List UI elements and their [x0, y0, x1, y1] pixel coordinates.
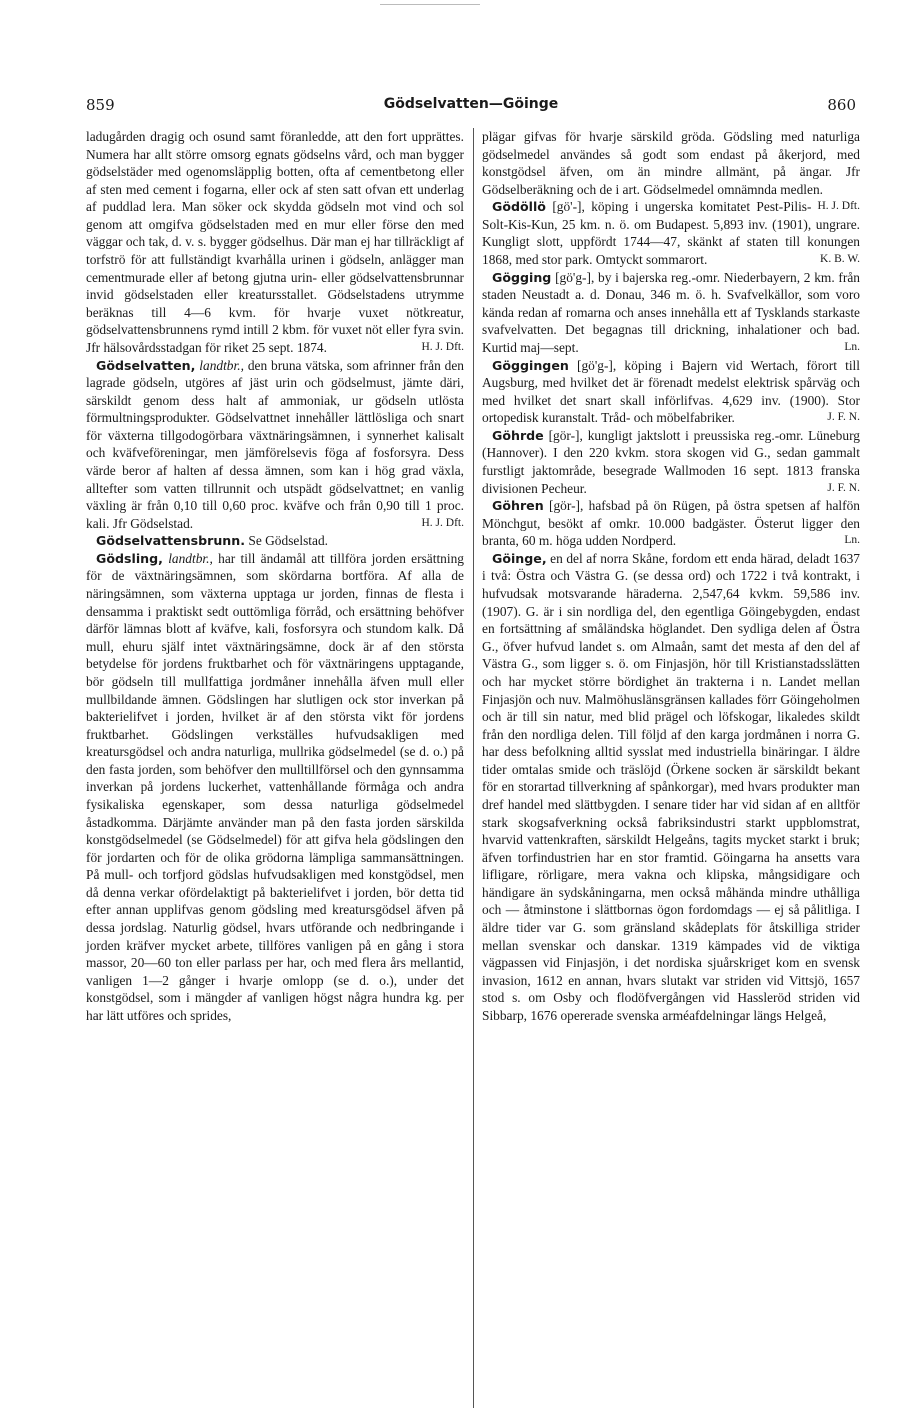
entry-headword: Gödsling, — [96, 550, 163, 566]
author-signature: H. J. Dft. — [817, 200, 860, 213]
entry-headword: Gödselvattensbrunn. — [96, 533, 246, 549]
entry-headword: Göhrde — [492, 427, 544, 443]
author-signature: K. B. W. — [820, 253, 860, 266]
entry-text: [gö'-], köping i ungerska komitatet Pest-Pilis-Solt-Kis-Kun, 25 km. n. ö. om Budapest. 5,893 inv. (1901), ungrare. Kungligt slott, uppfördt 1744—47, skänkt af staten till konungen 1868, med stor park. Omtyckt sommarort. — [482, 199, 860, 268]
author-signature: H. J. Dft. — [421, 516, 464, 529]
entry-headword: Gögging — [492, 269, 552, 285]
author-signature: J. F. N. — [827, 481, 860, 494]
entry-headword: Gödselvatten, — [96, 357, 196, 373]
continued-paragraph — [86, 128, 464, 357]
dictionary-entry — [482, 269, 860, 357]
left-page-number: 859 — [86, 96, 115, 114]
dictionary-entry — [86, 357, 464, 533]
dictionary-entry — [482, 357, 860, 427]
dictionary-entry — [482, 427, 860, 497]
dictionary-entry — [86, 550, 464, 1025]
entry-field-abbreviation: landtbr., — [199, 357, 244, 373]
entry-headword: Göhren — [492, 498, 544, 514]
right-column — [482, 128, 860, 1024]
left-column — [86, 128, 464, 1024]
column-divider — [473, 128, 474, 1408]
entry-headword: Göinge, — [492, 550, 547, 566]
entry-headword: Göggingen — [492, 357, 569, 373]
author-signature: H. J. Dft. — [421, 340, 464, 353]
scan-rule-decor — [380, 4, 480, 5]
dictionary-entry — [86, 532, 464, 550]
dictionary-entry — [482, 198, 860, 268]
entry-text: [gö'g-], by i bajerska reg.-omr. Niederbayern, 2 km. från staden Neustadt a. d. Donau, 346 m. ö. h. Svafvelkällor, som voro kända redan af romarna och anses innehålla ett af Tysklands starkaste svafvelvatten. Det begagnas till drickning, inhalationer och bad. Kurtid maj—sept. — [482, 269, 860, 355]
entry-text: har till ändamål att tillföra jorden ersättning för de växtnäringsämnen, som skördarna bortföra. Af alla de näringsämnen, som växterna upptaga ur jorden, finnas de flesta i densamma i praktiskt sedt outtömliga förråd, och ersättning behöfver därför lämnas blott af kväfve, kali, fosforsyra och stundom kalk. Då mull, ehuru själf intet växtnäringsämne, dock är af den största betydelse för jordens fruktbarhet och för växtnäringens upptagande, bör gödseln till mullfattiga jordmåner innehålla äfven mull eller mullbildande ämnen. Gödslingen har slutligen ock stor inverkan på bakterielifvet i jorden, hvilket är af den största vikt för jordens fruktbarhet. Gödslingen verkställes hufvudsakligen med kreatursgödsel och andra naturliga, mullrika gödselmedel (se d. o.) på den fasta jorden, som behöfver den mulltillförsel och den gynnsamma inverkan på jordens luckerhet, vattenhållande förmåga och andra fysikaliska egenskaper, som dessa naturliga gödselmedel åstadkomma. Därjämte använder man på den fasta jorden särskilda konstgödselmedel (se Gödselmedel) för att gifva hela gödslingen den för jordarten och för de olika grödorna lämpliga sammansättningen. På mull- och torfjord gödslas hufvudsakligen med konstgödsel, men då denna verkar ofördelaktigt på bakterielifvet i jorden, bör detta tid efter annan upplifvas genom gödsling med kreatursgödsel äfven på dessa jordslag. Naturlig gödsel, hvars utförande och nedbringande i jorden kräfver mycket arbete, tillföres vanligen på en gång i stora massor, 20—60 ton eller parlass per har, och med flera års mellantid, vanligen 1—2 gånger i hvarje omlopp (se d. o.), under det konstgödsel, som i mängder af vanligen högst några hundra kg. per har lätt utföres och sprides, — [86, 550, 464, 1023]
entry-text: ladugården dragig och osund samt föranledde, att den fort upprättes. Numera har allt större omsorg egnats gödselns vård, och man bygger gödselstäder med ogenomsläpplig botten, ofta af cementbetong eller af sten med cement i fogarna, eller ock af sten satt ofvan ett underlag af puddlad lera. Man söker ock skydda gödseln mot vind och sol genom att omgifva gödselstaden med en mur eller förse den med väggar och tak, d. v. s. bygger gödselhus. Där man ej har tillräckligt af torfströ för att fullständigt kvarhålla urinen i gödseln, anlägger man cementmurade eller af betong gjutna urin- eller gödselvattensbrunnar invid gödselstaden eller kreatursstallet. Gödselstadens utrymme beräknas till 4—6 kvm. för hvarje vuxet nötkreatur, gödselvattensbrunnens rymd intill 2 kbm. för vuxet nöt eller fyra svin. Jfr hälsovårdsstadgan för riket 25 sept. 1874. — [86, 129, 464, 355]
entry-text: [gö'g-], köping i Bajern vid Wertach, förort till Augsburg, med hvilket det är förenadt medelst elektrisk spårväg och med hvilket det snart skall införlifvas. 4,629 inv. (1900). Stor ortopedisk kuranstalt. Tråd- och möbelfabriker. — [482, 357, 860, 426]
running-title: Gödselvatten—Göinge — [383, 96, 559, 112]
entry-text: en del af norra Skåne, fordom ett enda härad, deladt 1637 i två: Östra och Västra G. (se dessa ord) och 1722 i två kontrakt, i hufvudsak motsvarande häraderna. 2,547,64 kvkm. 59,586 inv. (1907). G. är i sin nordliga del, den egentliga Göingebygden, endast en fortsättning af småländska höglandet. Den sydliga delen af Östra G., öfver hufvud landet s. om Almaån, samt det mesta af den del af Västra G., som ligger s. ö. om Finjasjön, hör till Kristianstadsslätten och har mycket större bördighet än trakterna i n. Landet mellan Finjasjön och nuv. Malmöhuslänsgränsen kallades förr Göingeholmen och är till sin natur, med blid prägel och löfskogar, likaledes skildt från den nordliga delen. Till följd af den karga jordmånen i norra G. har dess befolkning alltid sysslat med industriella binäringar. I äldre tider omtalas smide och träslöjd (Örkene socken är särskildt bekant för en storartad tillverkning af spånkorgar), med hvars produkter man dref handel med slättbygden. I senare tider har vid sidan af en alltför stark skogsafverkning också fabriksindustri starkt uppblomstrat, hvarvid vattenkraften, särskildt Helgeåns, tagits mycket starkt i bruk; äfven torfindustrien har en stor framtid. Göingarna ha ansetts vara lifligare, rörligare, mera vakna och klipska, mångsidigare och händigare än sydskåningarna, men också måhända mindre uthålliga och — åtminstone i slättbornas ögon fordomdags — ej så pålitliga. I äldre tider var G. som gränsland skådeplats för åtskilliga strider mellan svenskar och danskar. 1319 kämpades vid de viktiga vägpassen vid Finjasjön, i det nordiska sjuårskriget kom en svensk invasion, 1612 en annan, hvars slutakt var striden vid Vittsjö, 1657 stod s. om Osby och flodöfvergången vid Hassleröd striden vid Sibbarp, 1676 opererade svenska arméafdelningar längs Helgeå, — [482, 550, 860, 1023]
dictionary-entry — [482, 550, 860, 1025]
entry-field-abbreviation: landtbr., — [168, 550, 213, 566]
author-signature: Ln. — [844, 534, 860, 547]
author-signature: J. F. N. — [827, 411, 860, 424]
entry-text: den bruna vätska, som afrinner från den lagrade gödseln, utgöres af jäst urin och gödselmust, jämte däri, särskildt genom dess halt af ammoniak, ur gödseln utlösta förmultningsprodukter. Gödselvattnet innehåller lättlösliga och snart för växterna tillgodogörbara växtnäringsämnen, i synnerhet kalisalt och kväfveföreningar, men jämförelsevis föga af fosforsyra. Dess värde beror af halten af dessa ämnen, som kan i hög grad växla, alltefter som vatten tillrunnit och utspädt gödselvattnet; en vanlig växling är från 0,10 till 0,60 proc. kväfve och från 0,90 till 1 proc. kali. Jfr Gödselstad. — [86, 357, 464, 531]
entry-text: [gör-], hafsbad på ön Rügen, på östra spetsen af halfön Mönchgut, besökt af omkr. 10.000 badgäster. Österut ligger den branta, 60 m. höga udden Nordperd. — [482, 498, 860, 549]
entry-text: plägar gifvas för hvarje särskild gröda. Gödsling med naturliga gödselmedel användes så godt som endast på åkerjord, med konstgödsel äfven, om än mindre allmänt, på ängar. Jfr Gödselberäkning och de i art. Gödselmedel omnämnda medlen. — [482, 129, 860, 197]
right-page-number: 860 — [827, 96, 856, 114]
running-header — [86, 96, 856, 118]
entry-text: Se Gödselstad. — [248, 533, 328, 549]
entry-text: [gör-], kungligt jaktslott i preussiska reg.-omr. Lüneburg (Hannover). I den 220 kvkm. stora skogen vid G., sedan gammalt furstligt jaktområde, besegrade Wallmoden 16 sept. 1813 franska divisionen Pecheur. — [482, 427, 860, 496]
dictionary-entry — [482, 497, 860, 550]
author-signature: Ln. — [844, 340, 860, 353]
entry-headword: Gödöllö — [492, 199, 546, 215]
